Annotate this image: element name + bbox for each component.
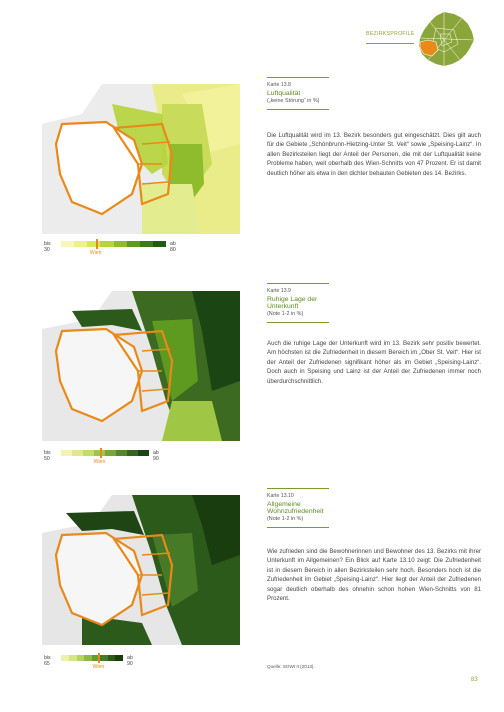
legend-wien-marker	[96, 239, 98, 249]
legend-color-swatch	[72, 450, 83, 456]
map-13-9-caption	[267, 283, 331, 323]
legend-color-swatch	[105, 450, 116, 456]
legend-wien-label: Wien	[89, 250, 102, 256]
legend-color-swatch	[100, 241, 113, 247]
legend-max: ab 90	[127, 655, 133, 667]
legend-color-swatch	[87, 241, 100, 247]
legend-color-swatch	[84, 655, 92, 661]
legend-wien-label: Wien	[92, 664, 105, 670]
legend-color-swatch	[115, 655, 123, 661]
map-13-8-text: Die Luftqualität wird im 13. Bezirk besonders gut eingeschätzt. Dies gilt auch für die Gebiete „Schönbrunn-Hietzing-Unter St. Veit“ sowie „Speising-Lainz“. In allen Bezirksteilen liegt der Anteil der Personen, die mit der Luftqualität keine Probleme haben, weit oberhalb des Wien-Schnitts von 47 Prozent. Er ist damit deutlich höher als etwa in den dichter bebauten Gebieten des 14. Bezirks.	[267, 132, 481, 177]
page-number: 83	[471, 677, 478, 683]
map-number: Karte 13.10	[267, 493, 294, 499]
legend-color-swatch	[69, 655, 77, 661]
legend-color-swatch	[61, 655, 69, 661]
legend-min: bis 65	[44, 655, 51, 667]
map-13-10-caption	[267, 488, 331, 528]
legend-color-swatch	[138, 450, 149, 456]
legend-color-swatch	[100, 655, 108, 661]
legend-wien-marker	[98, 653, 100, 663]
legend-color-bar	[61, 655, 123, 661]
legend-color-swatch	[61, 450, 72, 456]
vienna-district-map-icon	[414, 8, 478, 72]
legend-color-swatch	[74, 241, 87, 247]
legend-color-swatch	[77, 655, 85, 661]
map-number: Karte 13.8	[267, 82, 291, 88]
legend-color-swatch	[127, 450, 138, 456]
legend-max: ab 90	[153, 450, 159, 462]
map-title: Ruhige Lage der Unterkunft	[267, 296, 318, 310]
legend-color-swatch	[61, 241, 74, 247]
legend-color-swatch	[140, 241, 153, 247]
map-13-10-text: Wie zufrieden sind die Bewohnerinnen und Bewohner des 13. Bezirks mit ihrer Unterkunft im Allgemeinen? Ein Blick auf Karte 13.10 zeigt: Die Zufriedenheit ist in diesem Bereich in allen Bezirksteilen sehr hoch. Besonders hoch ist die Zufriedenheit im Gebiet „Speising-Lainz“. Hier liegt der Anteil der Zufriedenen sogar deutlich oberhalb des ohnehin schon hohen Wien-Schnitts von 81 Prozent.	[267, 548, 481, 603]
legend-color-swatch	[153, 241, 166, 247]
legend-min: bis 50	[44, 450, 51, 462]
legend-wien-label: Wien	[93, 459, 106, 465]
map-subtitle: (Note 1-2 in %)	[267, 311, 304, 317]
legend-color-swatch	[83, 450, 94, 456]
legend-min: bis 30	[44, 241, 51, 253]
section-rule	[366, 43, 414, 44]
legend-color-swatch	[116, 450, 127, 456]
legend-color-swatch	[114, 241, 127, 247]
section-label: BEZIRKSPROFILE	[366, 31, 415, 37]
legend-color-bar	[61, 450, 149, 456]
legend-wien-marker	[100, 448, 102, 458]
legend-color-bar	[61, 241, 166, 247]
map-subtitle: (Note 1-2 in %)	[267, 516, 304, 522]
legend-max: ab 80	[170, 241, 176, 253]
legend-color-swatch	[127, 241, 140, 247]
map-13-9-text: Auch die ruhige Lage der Unterkunft wird im 13. Bezirk sehr positiv bewertet. Am höchsten ist die Zufriedenheit in diesem Bereich im „Ober St. Veit“. Hier ist der Anteil der Zufriedenen signifikant höher als im Gebiet „Speising-Lainz“. Doch auch in Speising und Lainz ist der Anteil der Zufriedenen immer noch überdurchschnittlich.	[267, 340, 481, 385]
source-note: Quelle: SOWI II (2013).	[267, 664, 315, 669]
legend-color-swatch	[108, 655, 116, 661]
map-13-8-air-quality	[42, 84, 240, 234]
map-title: Luftqualität	[267, 90, 301, 97]
map-13-10-housing-satisfaction	[42, 495, 240, 645]
map-13-8-caption	[267, 77, 331, 110]
map-subtitle: („keine Störung“ in %)	[267, 98, 320, 104]
map-number: Karte 13.9	[267, 288, 291, 294]
map-13-9-quiet-location	[42, 291, 240, 441]
map-title: Allgemeine Wohnzufriedenheit	[267, 501, 324, 515]
